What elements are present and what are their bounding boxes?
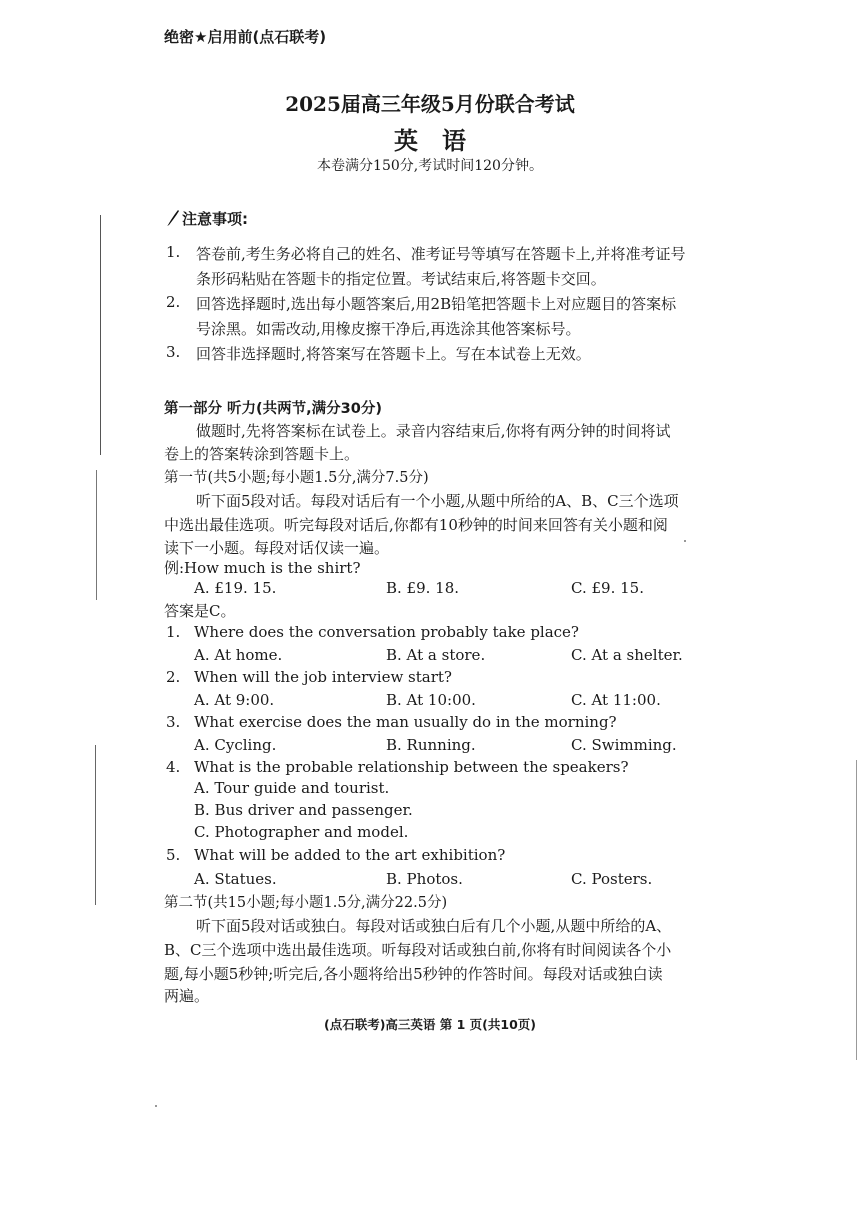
question-text: What will be added to the art exhibition?: [194, 846, 506, 864]
notice-item-text: 号涂黑。如需改动,用橡皮擦干净后,再选涂其他答案标号。: [196, 320, 581, 338]
option-b: B. Bus driver and passenger.: [194, 801, 413, 819]
example-question: 例:How much is the shirt?: [164, 559, 361, 577]
option-c: C. At 11:00.: [571, 691, 661, 709]
option-c: C. Photographer and model.: [194, 823, 409, 841]
question-number: 1.: [166, 623, 181, 641]
scan-margin-line: [100, 215, 101, 455]
section1-instructions: 听下面5段对话。每段对话后有一个小题,从题中所给的A、B、C三个选项: [196, 492, 679, 510]
question-number: 3.: [166, 713, 181, 731]
notice-item-number: 1.: [166, 243, 181, 261]
question-number: 4.: [166, 758, 181, 776]
section2-instructions: 听下面5段对话或独白。每段对话或独白后有几个小题,从题中所给的A、: [196, 917, 672, 935]
question-text: Where does the conversation probably take place?: [194, 623, 579, 641]
section2-instructions: B、C三个选项中选出最佳选项。听每段对话或独白前,你将有时间阅读各个小: [164, 941, 672, 959]
example-option-a: A. £19. 15.: [194, 579, 277, 597]
option-a: A. At 9:00.: [194, 691, 275, 709]
subject-title: 英语: [394, 127, 490, 155]
question-text: When will the job interview start?: [194, 668, 452, 686]
exam-title: 2025届高三年级5月份联合考试: [285, 92, 575, 116]
example-option-c: C. £9. 15.: [571, 579, 644, 597]
notice-heading: [166, 208, 248, 229]
question-number: 2.: [166, 668, 181, 686]
question-number: 5.: [166, 846, 181, 864]
question-text: What exercise does the man usually do in the morning?: [194, 713, 617, 731]
section1-instructions: 读下一小题。每段对话仅读一遍。: [164, 539, 390, 557]
part1-heading: 第一部分 听力(共两节,满分30分): [164, 401, 382, 417]
scan-margin-line: [95, 745, 96, 905]
notice-item-text: 答卷前,考生务必将自己的姓名、准考证号等填写在答题卡上,并将准考证号: [196, 245, 686, 263]
scan-speck: [684, 540, 686, 542]
scan-margin-line: [96, 470, 97, 600]
score-info: 本卷满分150分,考试时间120分钟。: [317, 158, 543, 174]
example-answer: 答案是C。: [164, 602, 236, 620]
section1-heading: 第一节(共5小题;每小题1.5分,满分7.5分): [164, 470, 429, 486]
example-option-b: B. £9. 18.: [386, 579, 460, 597]
notice-item-text: 回答非选择题时,将答案写在答题卡上。写在本试卷上无效。: [196, 345, 591, 363]
question-text: What is the probable relationship between the speakers?: [194, 758, 629, 776]
option-b: B. Running.: [386, 736, 476, 754]
scan-speck: [155, 1105, 157, 1107]
notice-heading-text: 注意事项:: [182, 210, 248, 228]
section1-instructions: 中选出最佳选项。听完每段对话后,你都有10秒钟的时间来回答有关小题和阅: [164, 516, 668, 534]
option-a: A. At home.: [194, 646, 283, 664]
option-b: B. Photos.: [386, 870, 463, 888]
confidential-label: 绝密★启用前(点石联考): [164, 28, 327, 46]
notice-item-text: 回答选择题时,选出每小题答案后,用2B铅笔把答题卡上对应题目的答案标: [196, 295, 677, 313]
part1-intro: 卷上的答案转涂到答题卡上。: [164, 445, 360, 463]
section2-heading: 第二节(共15小题;每小题1.5分,满分22.5分): [164, 895, 448, 911]
section2-instructions: 题,每小题5秒钟;听完后,各小题将给出5秒钟的作答时间。每段对话或独白读: [164, 965, 663, 983]
notice-item-text: 条形码粘贴在答题卡的指定位置。考试结束后,将答题卡交回。: [196, 270, 606, 288]
option-c: C. Posters.: [571, 870, 653, 888]
option-a: A. Statues.: [194, 870, 277, 888]
option-b: B. At a store.: [386, 646, 486, 664]
part1-intro: 做题时,先将答案标在试卷上。录音内容结束后,你将有两分钟的时间将试: [196, 422, 671, 440]
option-b: B. At 10:00.: [386, 691, 476, 709]
option-c: C. At a shelter.: [571, 646, 683, 664]
notice-item-number: 2.: [166, 293, 181, 311]
option-c: C. Swimming.: [571, 736, 677, 754]
option-a: A. Tour guide and tourist.: [194, 779, 390, 797]
section2-instructions: 两遍。: [164, 987, 210, 1005]
notice-item-number: 3.: [166, 343, 181, 361]
pen-icon: [166, 209, 180, 227]
page-footer: (点石联考)高三英语 第 1 页(共10页): [323, 1017, 536, 1032]
option-a: A. Cycling.: [194, 736, 277, 754]
